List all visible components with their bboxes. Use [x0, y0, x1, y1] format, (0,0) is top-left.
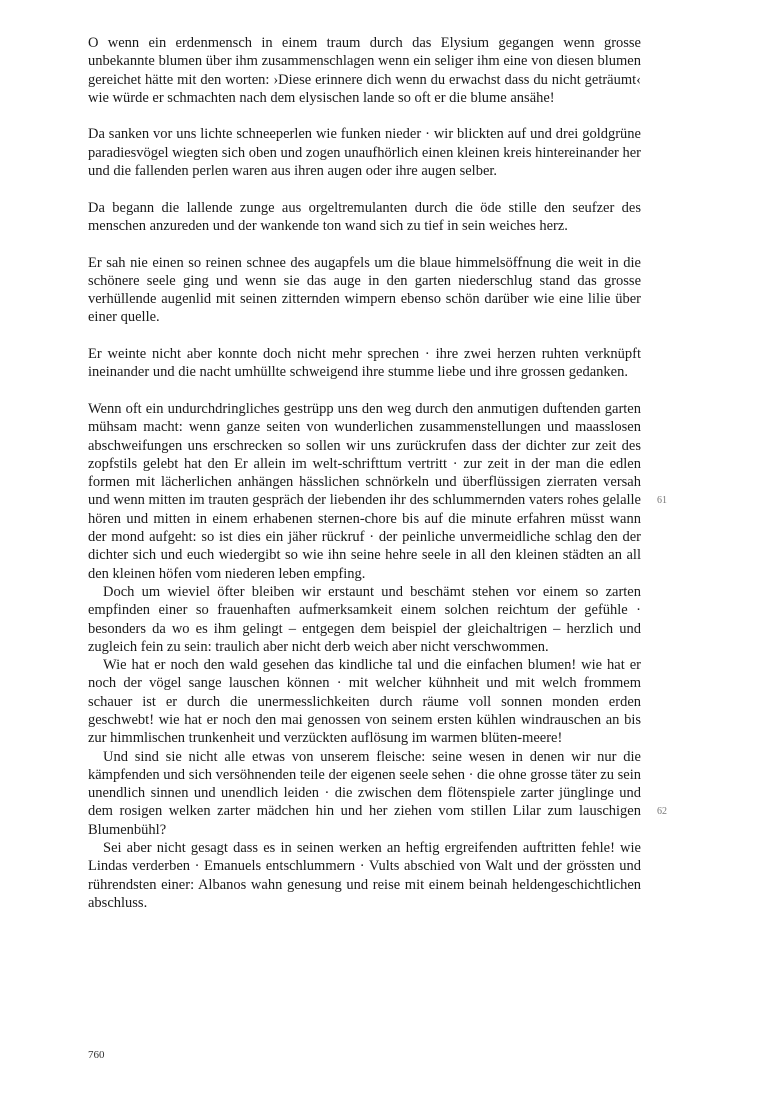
- page-body: [88, 34, 641, 912]
- essay-paragraph-2: Doch um wieviel öfter bleiben wir erstaunt und beschämt stehen vor einem so zarten empfinden einer so frauenhaften aufmerksamkeit einem solchen reichtum der gefühle · besonders da wo es ihm gelingt – entgegen dem beispiel der gleichaltrigen – herzlich und zugleich fein zu sein: traulich aber nicht derb weich aber nicht verschwommen.: [88, 583, 641, 655]
- essay-paragraph-4: Und sind sie nicht alle etwas von unserem fleische: seine wesen in denen wir nur die kämpfenden und sich versöhnenden teile der eigenen seele sehen · die ohne grosse täter zu sein unendlich sinnen und unendlich leiden · die zwischen dem flötenspiele zarter jünglinge und dem rosigen welken zarter mädchen hin und her ziehen vom stillen Lilar zum lauschigen Blumenbühl?: [88, 748, 641, 838]
- quote-paragraph-2: Da sanken vor uns lichte schneeperlen wie funken nieder · wir blickten auf und drei goldgrüne paradiesvögel wiegten sich oben und zogen unaufhörlich einen kleinen kreis hintereinander her und die fallenden perlen waren aus ihren augen oder ihre augen selber.: [88, 126, 641, 180]
- essay-paragraph-5: Sei aber nicht gesagt dass es in seinen werken an heftig ergreifenden auftritten fehle! wie Lindas verderben · Emanuels entschlummern · Vults abschied von Walt und der grössten und rührendsten einer: Albanos wahn genesung und reise mit einem beinah heldengeschichtlichen abschluss.: [88, 840, 641, 911]
- quote-paragraph-5: Er weinte nicht aber konnte doch nicht mehr sprechen · ihre zwei herzen ruhten verknüpft ineinander und die nacht umhüllte schweigend ihre stumme liebe und ihre grossen gedanken.: [88, 346, 641, 381]
- essay-paragraph-1: Wenn oft ein undurchdringliches gestrüpp uns den weg durch den anmutigen duftenden garten mühsam macht: wenn ganze seiten von wunderlichen zusammenstellungen und maasslosen abschweifungen uns erschrecken so sollen wir uns zurückrufen dass der dichter zur zeit des zopfstils gelebt hat den Er allein im welt-schrifttum vertritt · zur zeit in der man die edlen formen mit lächerlichen anhängen hässlichen schnörkeln und überflüssigen zierraten versah und wenn mitten im trauten gespräch der liebenden ihr des schlummernden vaters rohes gelalle hören und mitten in einem erhabenen sternen-chore bis auf die minute erfahren müsst wann der mond aufgeht: so ist dies ein jäher rückruf · der peinliche unvermeidliche schlag den der dichter sich und euch wiedergibt so wie ihn seine hehre seele in all den kleinen städten an all den kleinen höfen vom niederen leben empfing.: [88, 400, 641, 582]
- quote-paragraph-3: Da begann die lallende zunge aus orgeltremulanten durch die öde stille den seufzer des menschen anzureden und der wankende ton wand sich zu tief in sein weiches herz.: [88, 199, 641, 234]
- quote-paragraph-1: O wenn ein erdenmensch in einem traum durch das Elysium gegangen wenn grosse unbekannte blumen über ihm zusammenschlagen wenn ein seliger ihm eine von diesen blumen gereichet hätte mit den worten: ›Diese erinnere dich wenn du erwachst dass du nicht geträumt‹ wie würde er schmachten nach dem elysischen lande so oft er die blume ansähe!: [88, 35, 641, 106]
- quote-paragraph-4: Er sah nie einen so reinen schnee des augapfels um die blaue himmelsöffnung die weit in die schönere seele ging und wenn sie das auge in den garten niederschlug stand das grosse verhüllende augenlid mit seinen zitternden wimpern ebenso schön darüber wie eine lilie über einer quelle.: [88, 254, 641, 326]
- margin-line-number: 62: [657, 806, 667, 817]
- essay-paragraph-3: Wie hat er noch den wald gesehen das kindliche tal und die einfachen blumen! wie hat er noch der vögel sange lauschen können · mit welcher kühnheit und mit welch frommem schauer ist er durch die unermesslichkeiten durch räume voll sonnen monden erden geschwebt! wie hat er noch den mai genossen von seinem ersten kühlen windrauschen an bis zur himmlischen trunkenheit und verzückten auflösung im warmen blüten-meere!: [88, 657, 641, 747]
- margin-line-number: 61: [657, 495, 667, 506]
- page-number: 760: [88, 1049, 105, 1061]
